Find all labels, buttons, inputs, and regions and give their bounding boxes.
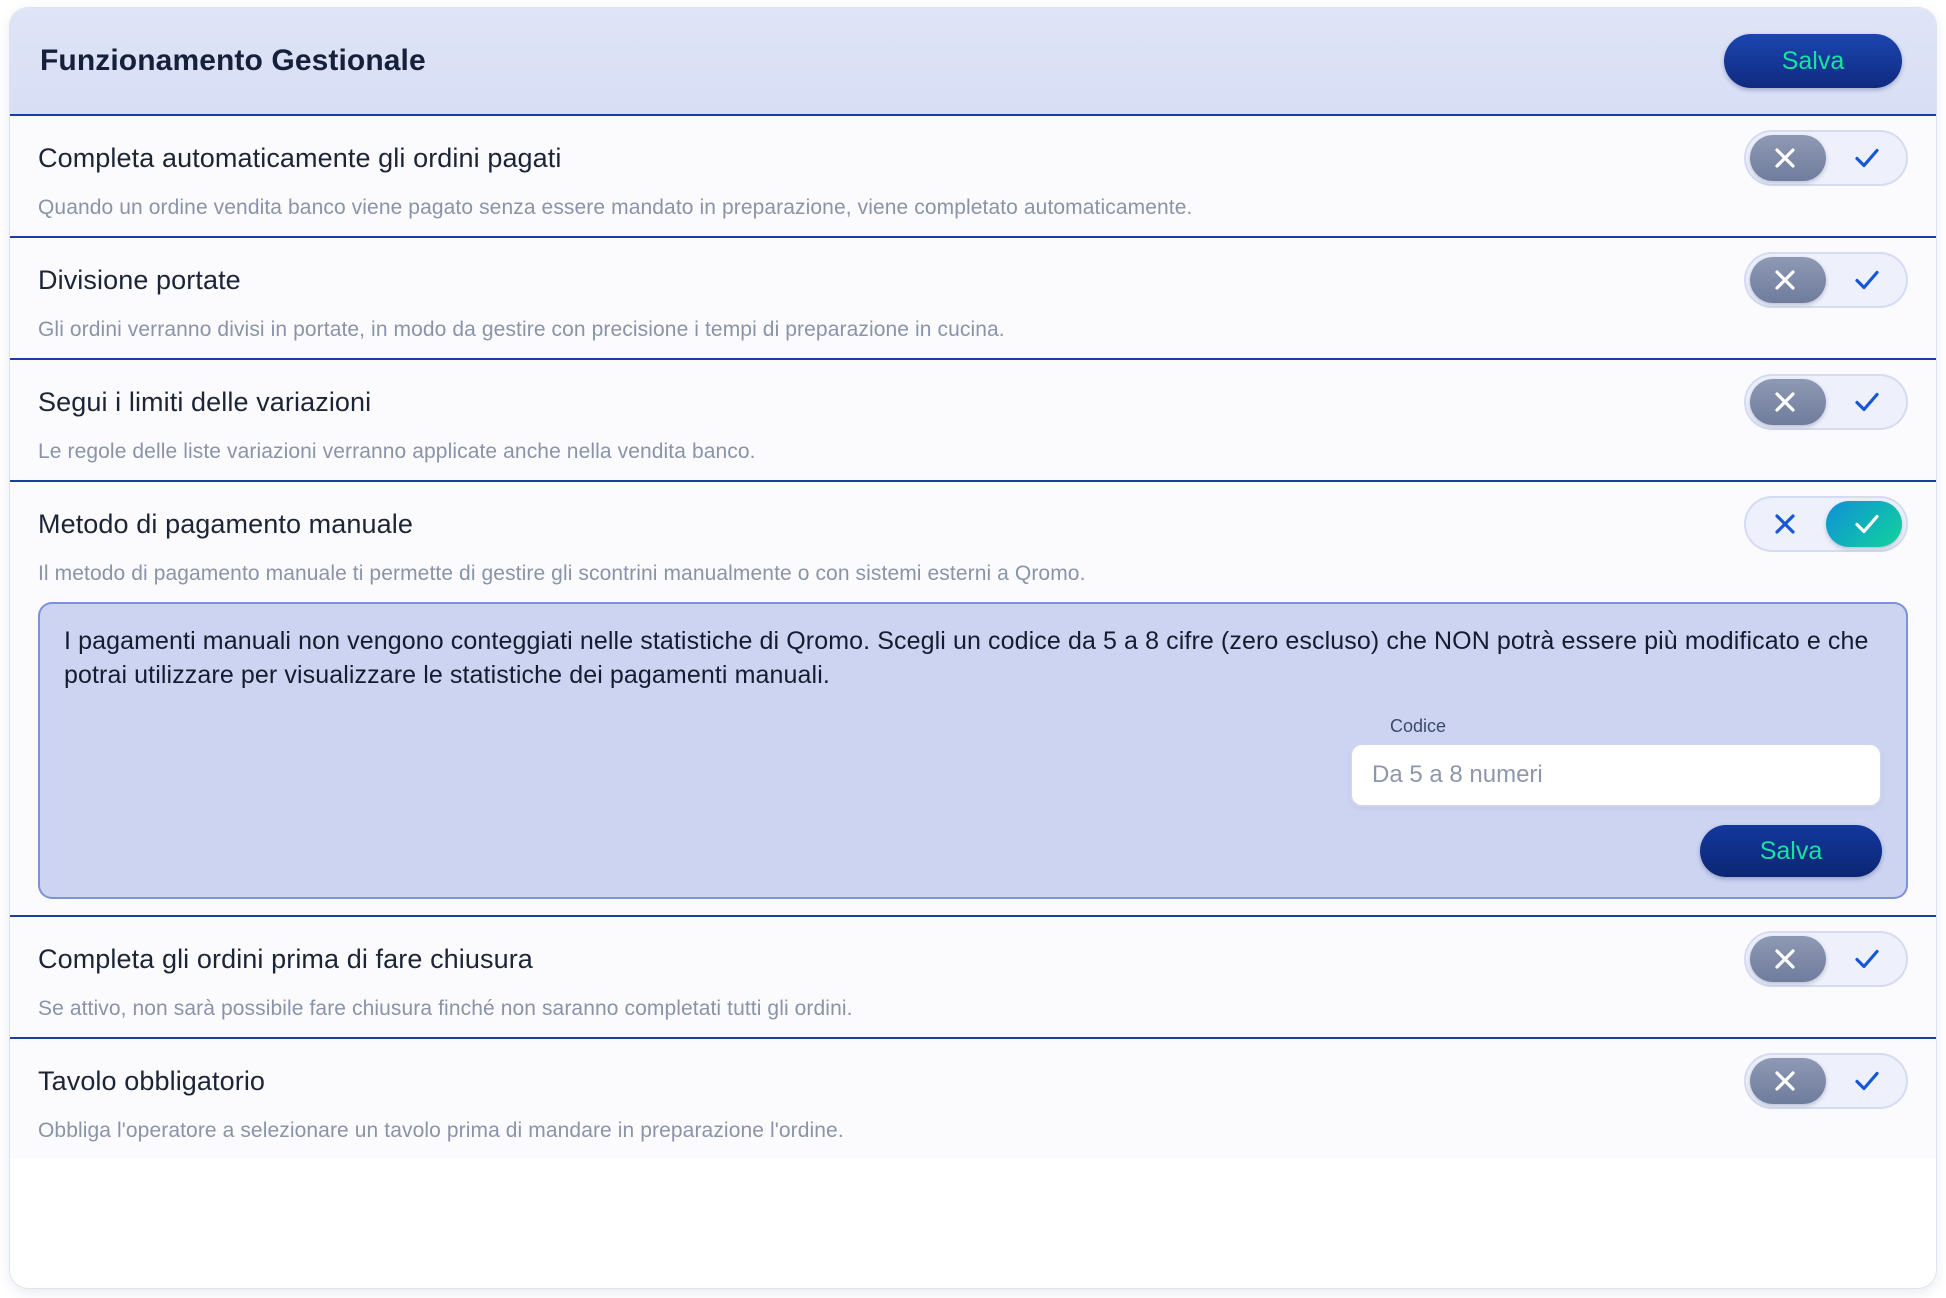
setting-title: Tavolo obbligatorio (38, 1065, 266, 1096)
x-icon (1744, 252, 1826, 308)
row-head (38, 130, 1908, 186)
setting-description: Obbliga l'operatore a selezionare un tavolo prima di mandare in preparazione l'ordine. (38, 1119, 844, 1142)
row-head (38, 496, 1908, 552)
check-icon (1826, 374, 1908, 430)
panel-header (10, 8, 1936, 116)
setting-title: Divisione portate (38, 264, 241, 295)
setting-row-tavolo-obbligatorio (10, 1039, 1936, 1159)
check-icon (1826, 496, 1908, 552)
manual-payment-info-box (38, 602, 1908, 899)
row-head (38, 1053, 1908, 1109)
setting-row-pagamento-manuale (10, 482, 1936, 917)
toggle-completa-prima-chiusura[interactable] (1744, 931, 1908, 987)
toggle-limiti-variazioni[interactable] (1744, 374, 1908, 430)
setting-description: Quando un ordine vendita banco viene pagato senza essere mandato in preparazione, viene completato automaticamente. (38, 196, 1193, 219)
toggle-tavolo-obbligatorio[interactable] (1744, 1053, 1908, 1109)
code-label: Codice (1389, 716, 1446, 736)
setting-row-completa-prima-chiusura (10, 917, 1936, 1039)
settings-list (10, 116, 1936, 1288)
x-icon (1744, 496, 1826, 552)
x-icon (1744, 1053, 1826, 1109)
save-button[interactable]: Salva (1724, 34, 1902, 88)
row-head (38, 252, 1908, 308)
code-area (64, 716, 1882, 877)
setting-row-limiti-variazioni (10, 360, 1936, 482)
setting-description: Il metodo di pagamento manuale ti permette di gestire gli scontrini manualmente o con sistemi esterni a Qromo. (38, 562, 1086, 585)
check-icon (1826, 252, 1908, 308)
check-icon (1826, 931, 1908, 987)
code-input[interactable] (1350, 743, 1882, 807)
setting-description: Se attivo, non sarà possibile fare chiusura finché non saranno completati tutti gli ordini. (38, 997, 853, 1020)
check-icon (1826, 130, 1908, 186)
page-title: Funzionamento Gestionale (40, 44, 426, 77)
setting-row-completa-ordini-pagati (10, 116, 1936, 238)
manual-payment-notice: I pagamenti manuali non vengono conteggiati nelle statistiche di Qromo. Scegli un codice da 5 a 8 cifre (zero escluso) che NON potrà essere più modificato e che potrai utilizzare per visualizzare le statistiche dei pagamenti manuali. (64, 627, 1869, 689)
save-code-button[interactable]: Salva (1700, 825, 1882, 877)
setting-title: Metodo di pagamento manuale (38, 508, 413, 539)
toggle-divisione-portate[interactable] (1744, 252, 1908, 308)
check-icon (1826, 1053, 1908, 1109)
toggle-completa-ordini-pagati[interactable] (1744, 130, 1908, 186)
row-head (38, 374, 1908, 430)
setting-description: Gli ordini verranno divisi in portate, in modo da gestire con precisione i tempi di preparazione in cucina. (38, 318, 1005, 341)
x-icon (1744, 374, 1826, 430)
setting-description: Le regole delle liste variazioni verranno applicate anche nella vendita banco. (38, 440, 756, 463)
settings-panel (10, 8, 1936, 1288)
setting-title: Segui i limiti delle variazioni (38, 386, 372, 417)
x-icon (1744, 931, 1826, 987)
setting-row-divisione-portate (10, 238, 1936, 360)
x-icon (1744, 130, 1826, 186)
toggle-pagamento-manuale[interactable] (1744, 496, 1908, 552)
row-head (38, 931, 1908, 987)
setting-title: Completa gli ordini prima di fare chiusura (38, 943, 533, 974)
setting-title: Completa automaticamente gli ordini pagati (38, 142, 562, 173)
